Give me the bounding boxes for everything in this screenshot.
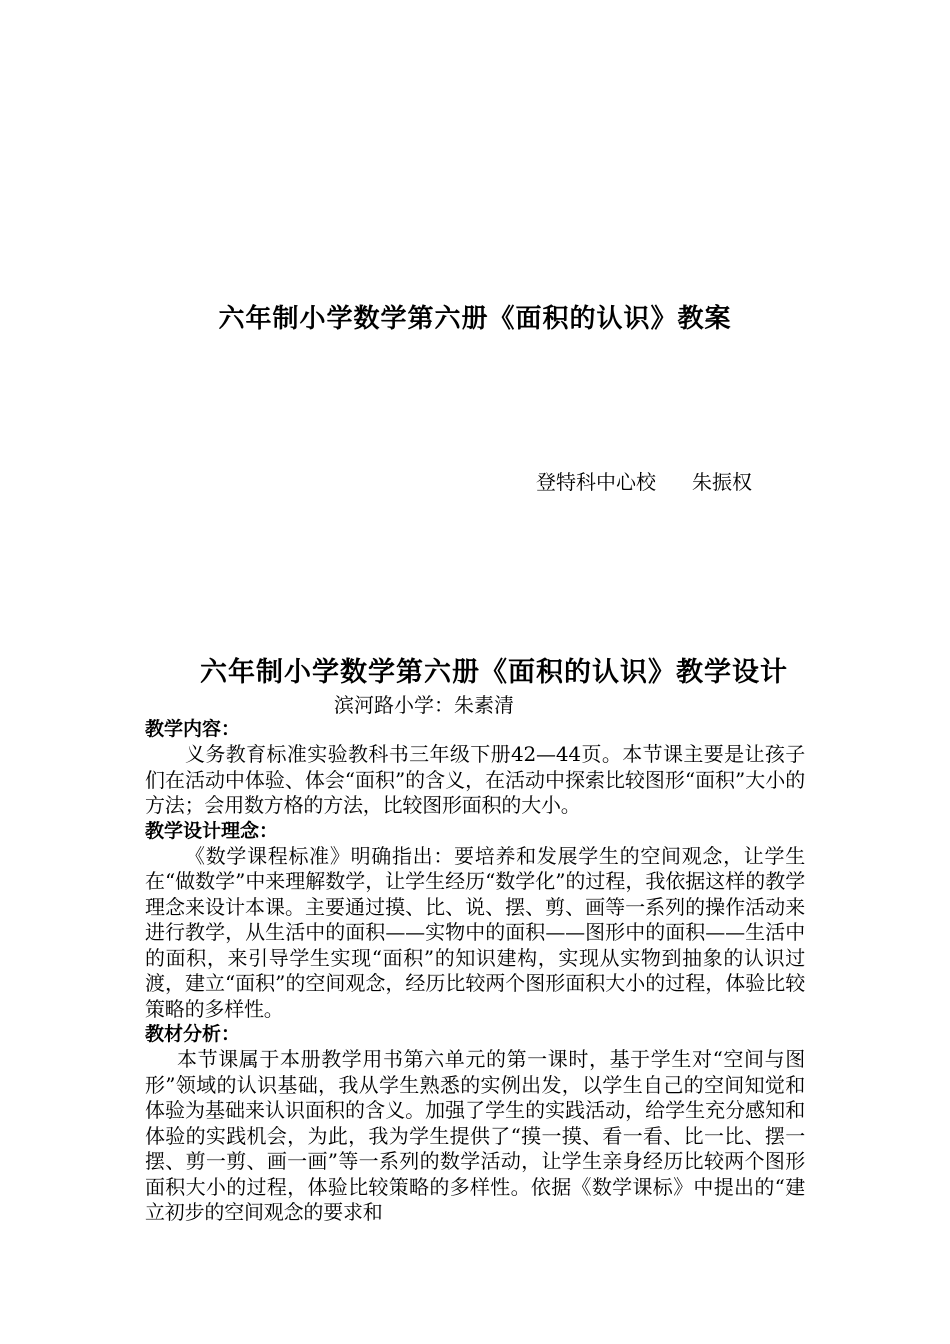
- section-paragraph-philosophy: 《数学课程标准》明确指出：要培养和发展学生的空间观念，让学生在“做数学”中来理解数学，让学生经历“数学化”的过程，我依据这样的教学理念来设计本课。主要通过摸、比、说、摆、剪、画等一系列的操作活动来进行教学，从生活中的面积——实物中的面积——图形中的面积——生活中的面积，来引导学生实现“面积”的知识建构，实现从实物到抽象的认识过渡，建立“面积”的空间观念，经历比较两个图形面积大小的过程，体验比较策略的多样性。: [145, 843, 805, 1021]
- cover-school: 登特科中心校: [536, 470, 656, 494]
- cover-author: 朱振权: [692, 470, 752, 494]
- cover-author-line: [536, 466, 752, 495]
- section-paragraph-content: 义务教育标准实验教科书三年级下册42—44页。本节课主要是让孩子们在活动中体验、体会“面积”的含义，在活动中探索比较图形“面积”大小的方法；会用数方格的方法，比较图形面积的大小。: [145, 742, 805, 817]
- design-body: [145, 717, 805, 1226]
- cover-title: 六年制小学数学第六册《面积的认识》教案: [218, 304, 732, 334]
- design-title: 六年制小学数学第六册《面积的认识》教学设计: [200, 657, 788, 688]
- section-heading-philosophy: 教学设计理念：: [145, 819, 279, 842]
- design-author-line: 滨河路小学：朱素清: [334, 693, 514, 717]
- section-paragraph-analysis: 本节课属于本册教学用书第六单元的第一课时，基于学生对“空间与图形”领域的认识基础，我从学生熟悉的实例出发，以学生自己的空间知觉和体验为基础来认识面积的含义。加强了学生的实践活动，给学生充分感知和体验的实践机会，为此，我为学生提供了“摸一摸、看一看、比一比、摆一摆、剪一剪、画一画”等一系列的数学活动，让学生亲身经历比较两个图形面积大小的过程，体验比较策略的多样性。依据《数学课标》中提出的“建立初步的空间观念的要求和: [145, 1047, 805, 1224]
- section-heading-content: 教学内容：: [145, 718, 241, 740]
- section-heading-analysis: 教材分析：: [145, 1023, 241, 1045]
